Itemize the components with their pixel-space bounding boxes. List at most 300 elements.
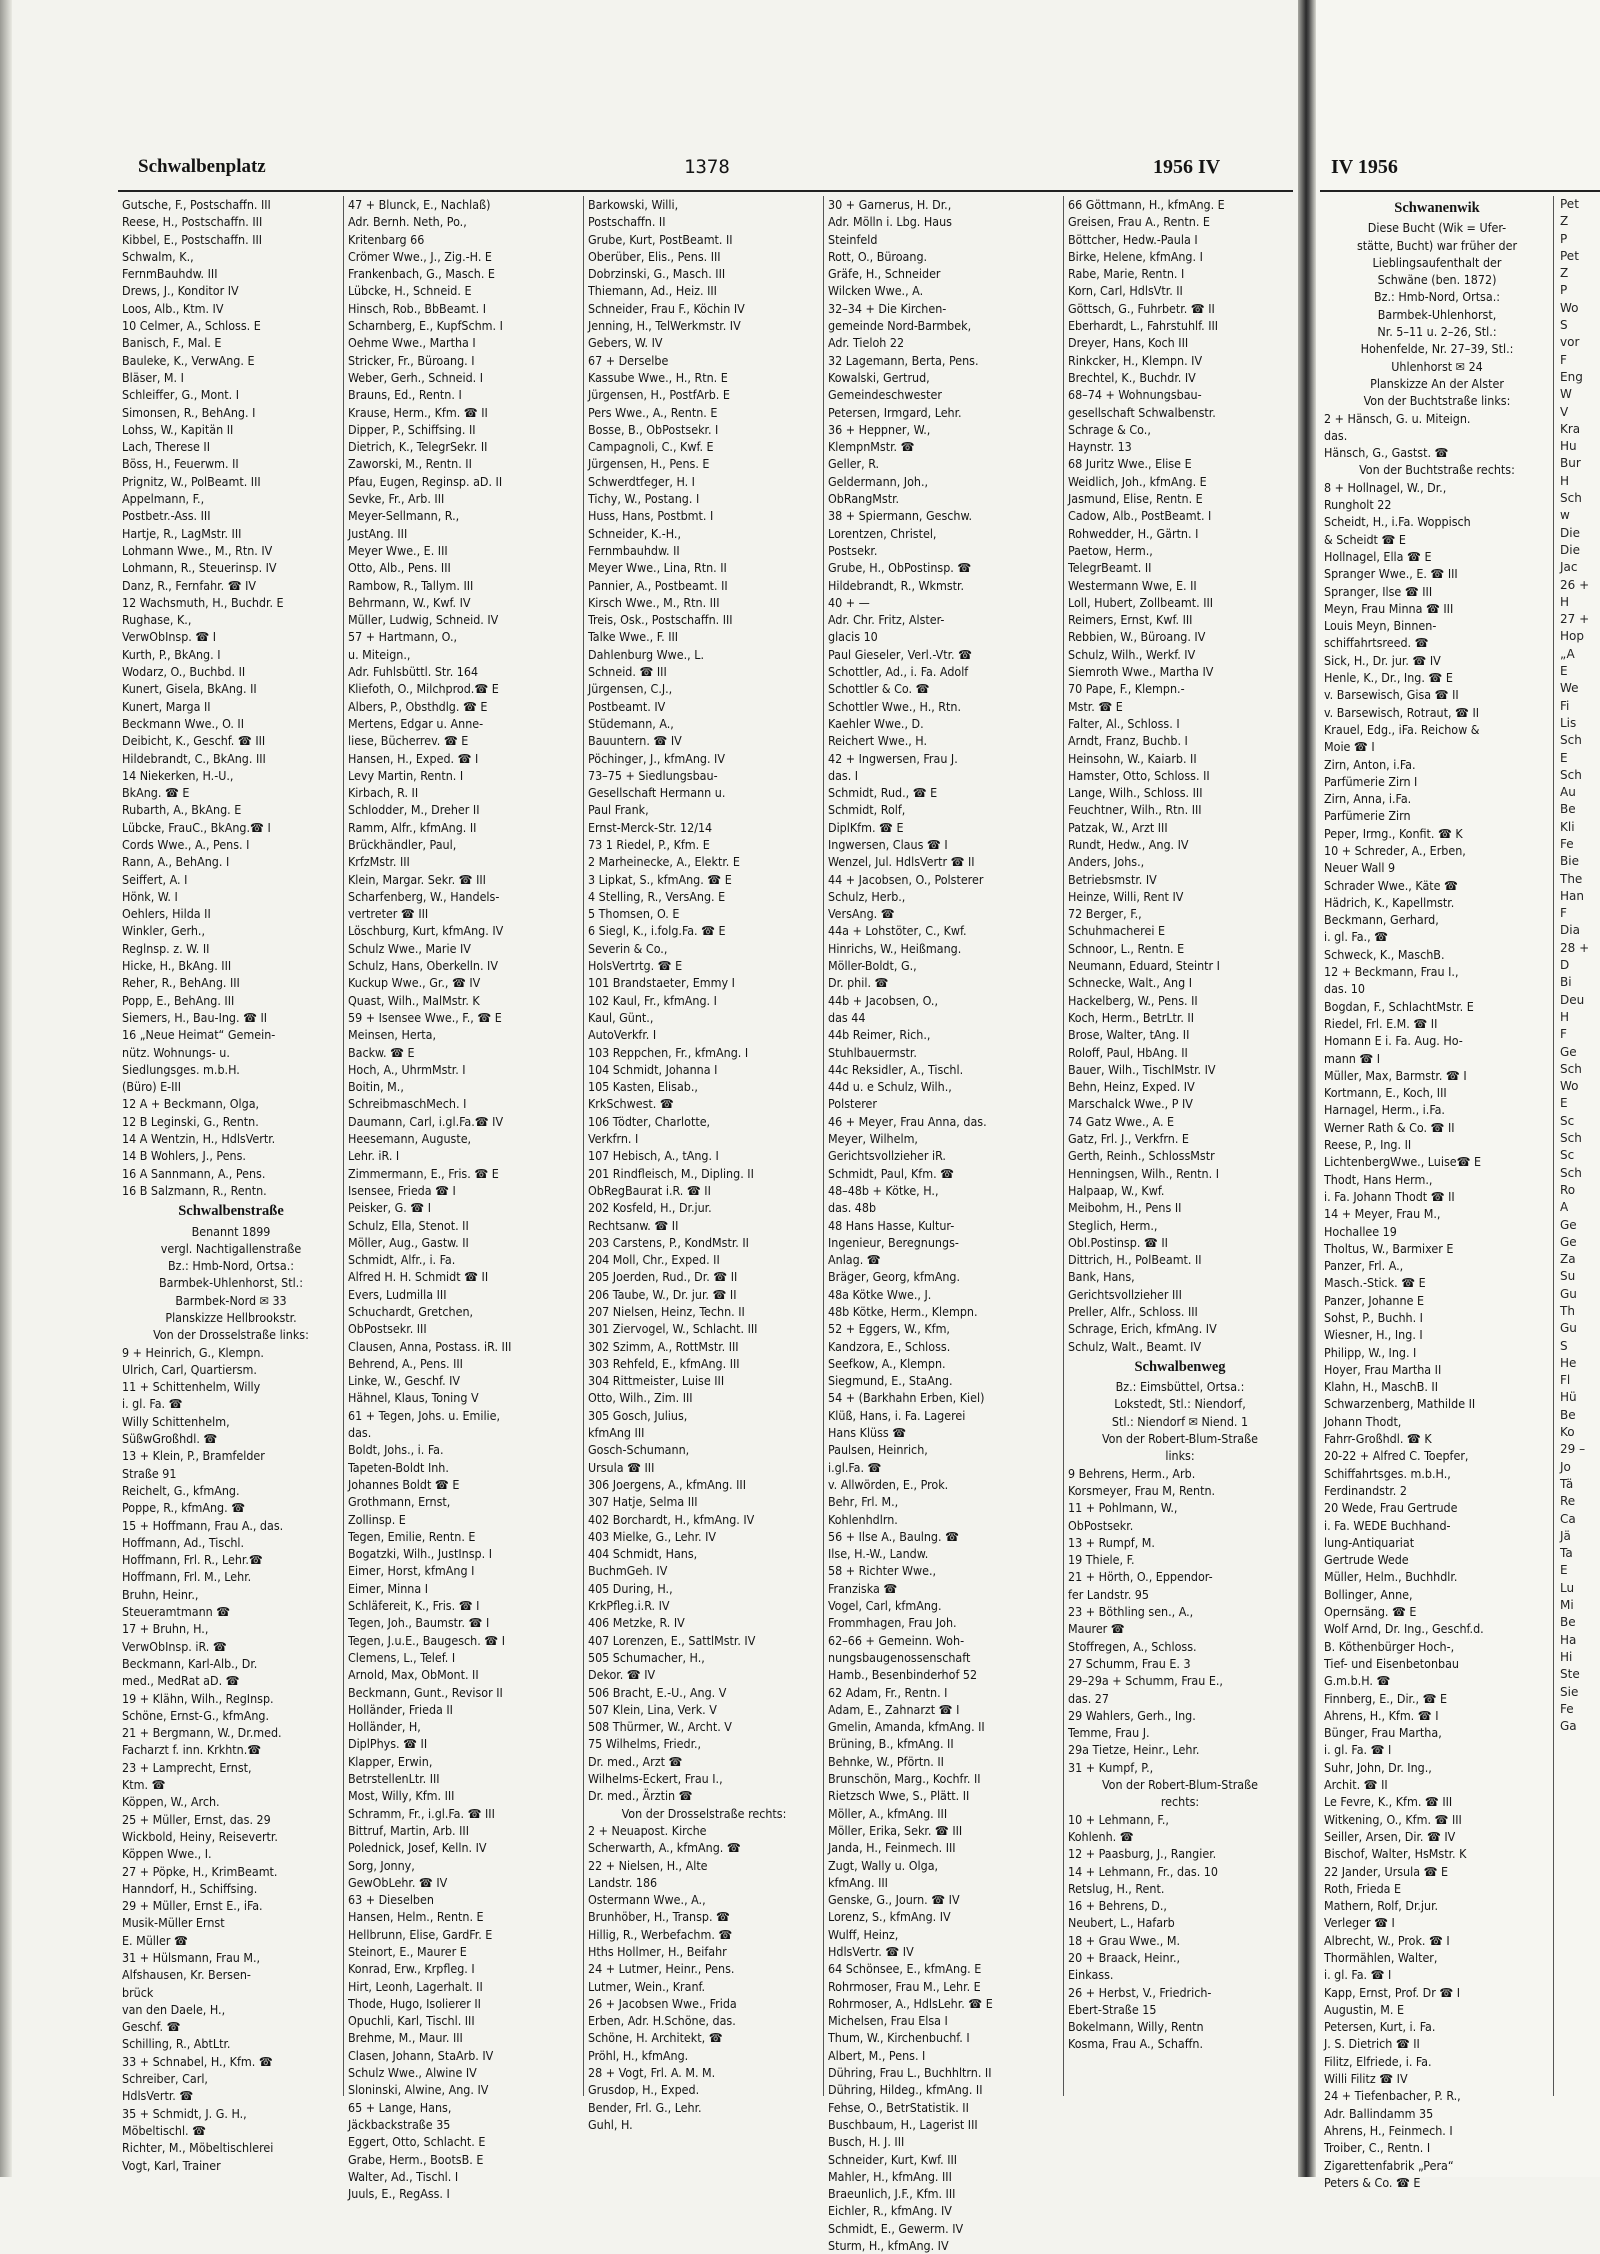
directory-column-1 [122, 196, 340, 2173]
directory-entry: 26 + Jacobsen Wwe., Frida [588, 1995, 737, 2011]
directory-entry: Rechtsanw. ☎ II [588, 1217, 679, 1233]
directory-entry: i. Fa. Johann Thodt ☎ II [1324, 1188, 1455, 1204]
directory-entry: Zugt, Wally u. Olga, [828, 1857, 939, 1873]
directory-entry: Retslug, H., Rent. [1068, 1880, 1165, 1896]
directory-entry: 56 + Ilse A., Baulng. ☎ [828, 1528, 959, 1544]
directory-entry: 12 A + Beckmann, Olga, [122, 1096, 260, 1112]
directory-entry: Rohwedder, H., Gärtn. I [1068, 525, 1199, 541]
directory-entry: Harnagel, Herm., i.Fa. [1324, 1102, 1445, 1118]
directory-entry: Meyer-Sellmann, R., [348, 508, 460, 524]
directory-entry: Postsekr. [828, 542, 878, 558]
cut-off-entry: He [1560, 1355, 1577, 1370]
directory-entry: 506 Bracht, E.-U., Ang. V [588, 1684, 727, 1700]
directory-entry: 16 „Neue Heimat“ Gemein- [122, 1027, 276, 1043]
directory-entry: Petersen, Kurt, i. Fa. [1324, 2019, 1436, 2035]
directory-entry: Straße 91 [122, 1465, 177, 1481]
directory-entry: Müller, Ludwig, Schneid. IV [348, 612, 499, 628]
street-note: Von der Drosselstraße rechts: [621, 1805, 787, 1821]
directory-column-5 [1068, 196, 1292, 2096]
directory-entry: Heinsohn, W., Kaiarb. II [1068, 750, 1197, 766]
directory-entry: Korsmeyer, Frau M, Rentn. [1068, 1482, 1216, 1498]
directory-entry: 203 Carstens, P., KondMstr. II [588, 1234, 749, 1250]
directory-entry: Philipp, W., Ing. I [1324, 1344, 1417, 1360]
directory-entry: Rott, O., Büroang. [828, 248, 928, 264]
cut-off-entry: Sie [1560, 1684, 1579, 1699]
directory-entry: Hochallee 19 [1324, 1223, 1397, 1239]
directory-entry: Jäckbackstraße 35 [348, 2116, 451, 2132]
cut-off-entry: Lu [1560, 1580, 1575, 1595]
directory-entry: Meibohm, H., Pens II [1068, 1200, 1182, 1216]
directory-entry: Oehlers, Hilda II [122, 906, 211, 922]
cut-off-entry: Eng [1560, 369, 1583, 384]
directory-entry: 29 Wahlers, Gerh., Ing. [1068, 1707, 1196, 1723]
cut-off-entry: H [1560, 1009, 1570, 1024]
directory-entry: Loos, Alb., Ktm. IV [122, 300, 224, 316]
directory-entry: 302 Szimm, A., RottMstr. III [588, 1338, 739, 1354]
street-note: Barmbek-Uhlenhorst, Stl.: [159, 1275, 303, 1291]
directory-entry: 62–66 + Gemeinn. Woh- [828, 1632, 965, 1648]
directory-entry: Janda, H., Feinmech. III [828, 1840, 956, 1856]
directory-entry: 403 Mielke, G., Lehr. IV [588, 1528, 717, 1544]
directory-entry: Möller, Aug., Gastw. II [348, 1234, 469, 1250]
directory-entry: 42 + Ingwersen, Frau J. [828, 750, 958, 766]
street-note: Uhlenhorst ✉ 24 [1391, 358, 1483, 374]
cut-off-entry: Deu [1560, 992, 1585, 1007]
directory-entry: Pers Wwe., A., Rentn. E [588, 404, 718, 420]
directory-entry: Gmelin, Amanda, kfmAng. II [828, 1719, 985, 1735]
directory-entry: Seefkow, A., Klempn. [828, 1355, 946, 1371]
directory-entry: Schrage & Co., [1068, 421, 1151, 437]
directory-entry: v. Barsewisch, Rotraut, ☎ II [1324, 704, 1480, 720]
directory-entry: Spranger Wwe., E. ☎ III [1324, 566, 1458, 582]
cut-off-entry: Sch [1560, 767, 1582, 782]
directory-entry: Holländer, Frieda II [348, 1701, 453, 1717]
directory-entry: Hädrich, K., Kapellmstr. [1324, 894, 1455, 910]
directory-entry: Steinfeld [828, 231, 878, 247]
directory-entry: Backw. ☎ E [348, 1044, 415, 1060]
directory-entry: Schweck, K., MaschB. [1324, 946, 1445, 962]
directory-entry: Beckmann Wwe., O. II [122, 715, 244, 731]
directory-entry: Dekor. ☎ IV [588, 1667, 656, 1683]
directory-entry: Köppen Wwe., I. [122, 1846, 212, 1862]
directory-entry: 40 + — [828, 594, 870, 610]
directory-entry: Lorenz, S., kfmAng. IV [828, 1909, 951, 1925]
directory-entry: Grube, H., ObPostinsp. ☎ [828, 560, 972, 576]
directory-entry: Adr. Ballindamm 35 [1324, 2105, 1434, 2121]
directory-entry: Masch.-Stick. ☎ E [1324, 1275, 1426, 1291]
cut-off-entry: Pet [1560, 248, 1579, 263]
directory-entry: Eggert, Otto, Schlacht. E [348, 2134, 486, 2150]
directory-entry: 505 Schumacher, H., [588, 1649, 705, 1665]
directory-entry: 101 Brandstaeter, Emmy I [588, 975, 735, 991]
directory-entry: 507 Klein, Lina, Verk. V [588, 1701, 717, 1717]
directory-entry: Rungholt 22 [1324, 497, 1392, 513]
directory-entry: Scherwarth, A., kfmAng. ☎ [588, 1840, 741, 1856]
directory-entry: Meinsen, Herta, [348, 1027, 437, 1043]
cut-off-entry: Ko [1560, 1425, 1575, 1440]
directory-entry: 46 + Meyer, Frau Anna, das. [828, 1113, 987, 1129]
cut-off-entry: Mi [1560, 1598, 1574, 1613]
directory-entry: 14 Niekerken, H.-U., [122, 767, 234, 783]
directory-entry: Steinort, E., Maurer E [348, 1943, 467, 1959]
directory-entry: Schulz, Ella, Stenot. II [348, 1217, 469, 1233]
directory-entry: fer Landstr. 95 [1068, 1586, 1149, 1602]
directory-entry: Schiffahrtsges. m.b.H., [1324, 1465, 1451, 1481]
directory-entry: u. Miteign., [348, 646, 411, 662]
cut-off-entry: A [1560, 1200, 1569, 1215]
directory-entry: Schrader Wwe., Käte ☎ [1324, 877, 1458, 893]
directory-entry: Schulz, Wilh., Werkf. IV [1068, 646, 1196, 662]
directory-entry: Albrecht, W., Prok. ☎ I [1324, 1932, 1450, 1948]
directory-entry: 52 + Eggers, W., Kfm, [828, 1321, 950, 1337]
directory-entry: Schneider, Frau F., Köchin IV [588, 300, 745, 316]
directory-entry: Scharnberg, E., KupfSchm. I [348, 318, 503, 334]
directory-entry: nütz. Wohnungs- u. [122, 1044, 230, 1060]
directory-entry: VerwObInsp. ☎ I [122, 629, 217, 645]
directory-entry: Opuchli, Karl, Tischl. III [348, 2013, 475, 2029]
directory-entry: Möller, A., kfmAng. III [828, 1805, 948, 1821]
cut-off-entry: Fe [1560, 1701, 1574, 1716]
directory-entry: Siegmund, E., StaAng. [828, 1373, 953, 1389]
directory-entry: Polednick, Josef, Kelln. IV [348, 1840, 487, 1856]
directory-entry: 303 Rehfeld, E., kfmAng. III [588, 1355, 740, 1371]
directory-entry: Lutmer, Wein., Kranf. [588, 1978, 706, 1994]
directory-entry: Adr. Bernh. Neth, Po., [348, 214, 467, 230]
directory-entry: Deibicht, K., Geschf. ☎ III [122, 733, 266, 749]
directory-entry: Spranger, Ilse ☎ III [1324, 583, 1433, 599]
directory-entry: Betriebsmstr. IV [1068, 871, 1157, 887]
cut-off-entry: Ca [1560, 1511, 1576, 1526]
cut-off-entry: Bie [1560, 854, 1579, 869]
directory-entry: i. gl. Fa. ☎ I [1324, 1967, 1392, 1983]
directory-entry: Parfümerie Zirn [1324, 808, 1411, 824]
directory-entry: Eichler, R., kfmAng. IV [828, 2203, 952, 2219]
directory-entry: KrkSchwest. ☎ [588, 1096, 674, 1112]
directory-entry: Johannes Boldt ☎ E [348, 1476, 460, 1492]
cut-off-entry: E [1560, 1563, 1568, 1578]
directory-entry: Schottler, Ad., i. Fa. Adolf [828, 664, 969, 680]
directory-entry: 62 Adam, Fr., Rentn. I [828, 1684, 948, 1700]
directory-entry: 8 + Hollnagel, W., Dr., [1324, 479, 1447, 495]
directory-column-6 [1324, 196, 1550, 2190]
directory-entry: 64 Schönsee, E., kfmAng. E [828, 1961, 982, 1977]
directory-entry: Peisker, G. ☎ I [348, 1200, 432, 1216]
directory-entry: Alfred H. H. Schmidt ☎ II [348, 1269, 489, 1285]
street-note: Diese Bucht (Wik = Ufer- [1367, 220, 1507, 236]
directory-entry: Preller, Alfr., Schloss. III [1068, 1304, 1198, 1319]
directory-entry: Böttcher, Hedw.-Paula I [1068, 231, 1198, 247]
directory-entry: Frankenbach, G., Masch. E [348, 266, 495, 282]
cut-off-entry: Die [1560, 525, 1580, 540]
directory-entry: Beckmann, Karl-Alb., Dr. [122, 1655, 258, 1671]
directory-entry: Temme, Frau J. [1068, 1725, 1150, 1741]
directory-entry: Finnberg, E., Dir., ☎ E [1324, 1690, 1448, 1706]
column-divider [823, 196, 824, 2096]
directory-entry: gemeinde Nord-Barmbek, [828, 318, 972, 334]
directory-entry: 31 + Kumpf, P., [1068, 1759, 1154, 1775]
directory-entry: Behrmann, W., Kwf. IV [348, 594, 471, 610]
directory-entry: Adr. Chr. Fritz, Alster- [828, 612, 945, 628]
directory-entry: 58 + Richter Wwe., [828, 1563, 937, 1579]
directory-entry: das. 10 [1324, 981, 1365, 997]
cut-off-entry: W [1560, 387, 1572, 402]
directory-entry: 10 Celmer, A., Schloss. E [122, 318, 261, 334]
directory-entry: 32–34 + Die Kirchen- [828, 300, 947, 316]
directory-entry: Hähnel, Klaus, Toning V [348, 1390, 479, 1406]
directory-entry: Oehme Wwe., Martha I [348, 335, 476, 351]
directory-entry: DiplKfm. ☎ E [828, 819, 904, 835]
directory-entry: 19 Thiele, F. [1068, 1552, 1135, 1568]
directory-entry: Mahler, H., kfmAng. III [828, 2168, 952, 2184]
directory-entry: 26 + Herbst, V., Friedrich- [1068, 1984, 1212, 2000]
directory-entry: Hartje, R., LagMstr. III [122, 525, 242, 541]
directory-entry: Barkowski, Willi, [588, 197, 679, 212]
directory-entry: Hackelberg, W., Pens. II [1068, 992, 1198, 1008]
directory-entry: & Scheidt ☎ E [1324, 531, 1406, 547]
directory-entry: Kirsch Wwe., M., Rtn. III [588, 594, 720, 610]
directory-entry: Kunert, Marga II [122, 698, 211, 714]
directory-entry: Schlodder, M., Dreher II [348, 802, 480, 818]
directory-entry: Tegen, J.u.E., Baugesch. ☎ I [348, 1632, 506, 1648]
directory-entry: Ahrens, H., Kfm. ☎ I [1324, 1707, 1439, 1723]
cut-off-entry: Be [1560, 1615, 1576, 1630]
running-head-street: Schwalbenplatz [138, 156, 266, 177]
directory-entry: Siemers, H., Bau-Ing. ☎ II [122, 1009, 268, 1025]
cut-off-entry: Ge [1560, 1234, 1577, 1249]
directory-entry: 11 + Pohlmann, W., [1068, 1500, 1178, 1516]
directory-entry: 205 Joerden, Rud., Dr. ☎ II [588, 1269, 738, 1285]
directory-entry: Schulz Wwe., Marie IV [348, 940, 471, 956]
directory-entry: Schleiffer, G., Mont. I [122, 387, 240, 403]
directory-entry: 61 + Tegen, Johs. u. Emilie, [348, 1407, 501, 1423]
directory-entry: 33 + Schnabel, H., Kfm. ☎ [122, 2053, 273, 2069]
directory-entry: 29a Tietze, Heinr., Lehr. [1068, 1742, 1200, 1758]
directory-entry: Archit. ☎ II [1324, 1777, 1388, 1793]
cut-off-entry: F [1560, 906, 1567, 921]
directory-entry: Albers, P., Obsthdlg. ☎ E [348, 698, 488, 714]
cut-off-entry: The [1560, 871, 1583, 886]
column-divider [583, 196, 584, 2096]
directory-entry: Brauns, Ed., Rentn. I [348, 387, 462, 403]
street-note: Bz.: Hmb-Nord, Ortsa.: [1373, 289, 1500, 305]
directory-entry: Homann E i. Fa. Aug. Ho- [1324, 1033, 1463, 1049]
cut-off-entry: Gu [1560, 1321, 1577, 1336]
directory-entry: DiplPhys. ☎ II [348, 1736, 428, 1752]
cut-off-entry: Wo [1560, 300, 1579, 315]
directory-entry: Klüß, Hans, i. Fa. Lagerei [828, 1407, 966, 1423]
cut-off-entry: Jä [1560, 1528, 1571, 1543]
directory-entry: Adr. Fuhlsbüttl. Str. 164 [348, 664, 479, 680]
directory-entry: Schneid. ☎ III [588, 664, 667, 680]
directory-entry: 24 + Lutmer, Heinr., Pens. [588, 1961, 735, 1977]
street-note: Bz.: Eimsbüttel, Ortsa.: [1115, 1379, 1245, 1395]
directory-entry: Halpaap, W., Kwf. [1068, 1182, 1165, 1198]
directory-entry: Gerth, Reinh., SchlossMstr [1068, 1148, 1215, 1164]
directory-entry: 32 Lagemann, Berta, Pens. [828, 352, 979, 368]
directory-entry: Wulff, Heinz, [828, 1926, 899, 1942]
directory-entry: Geldermann, Joh., [828, 473, 929, 489]
cut-off-entry: Ta [1560, 1546, 1573, 1561]
directory-entry: Adr. Mölln i. Lbg. Haus [828, 214, 952, 230]
header-rule-left [118, 190, 1293, 192]
directory-entry: Weber, Gerh., Schneid. I [348, 369, 484, 385]
directory-entry: Wickbold, Heiny, Reisevertr. [122, 1828, 278, 1844]
directory-entry: Dittrich, H., PolBeamt. II [1068, 1252, 1202, 1268]
directory-entry: Schwalm, K., [122, 248, 194, 264]
directory-entry: KrfzMstr. III [348, 854, 410, 870]
directory-entry: Meyer Wwe., Lina, Rtn. II [588, 560, 727, 576]
directory-entry: HdlsVertr. ☎ IV [828, 1943, 914, 1959]
directory-entry: 73 1 Riedel, P., Kfm. E [588, 836, 710, 852]
directory-entry: Brunhöber, H., Transp. ☎ [588, 1909, 730, 1925]
directory-entry: Hanndorf, H., Schiffsing. [122, 1880, 258, 1896]
directory-entry: 10 + Schreder, A., Erben, [1324, 842, 1466, 858]
directory-entry: Geschf. ☎ [122, 2019, 181, 2035]
directory-entry: Lorentzen, Christel, [828, 525, 937, 541]
street-note: Bz.: Hmb-Nord, Ortsa.: [167, 1258, 294, 1274]
directory-entry: Heinze, Willi, Rent IV [1068, 888, 1184, 904]
directory-entry: Paul Frank, [588, 802, 649, 818]
cut-off-entry: Gu [1560, 1286, 1577, 1301]
directory-entry: Schottler & Co. ☎ [828, 681, 930, 697]
directory-entry: Gutsche, F., Postschaffn. III [122, 197, 271, 212]
directory-entry: Appelmann, F., [122, 491, 205, 507]
directory-entry: 29 + Müller, Ernst E., iFa. [122, 1898, 263, 1914]
directory-entry: Kandzora, E., Schloss. [828, 1338, 951, 1354]
directory-entry: 14 + Meyer, Frau M., [1324, 1206, 1441, 1222]
directory-entry: 68–74 + Wohnungsbau- [1068, 387, 1202, 403]
directory-entry: B. Köthenbürger Hoch-, [1324, 1638, 1455, 1654]
directory-entry: Schwerdtfeger, H. I [588, 473, 695, 489]
directory-entry: lung-Antiquariat [1324, 1534, 1415, 1550]
directory-entry: 24 + Tiefenbacher, P. R., [1324, 2088, 1461, 2104]
directory-entry: glacis 10 [828, 629, 878, 645]
street-note: Hohenfelde, Nr. 27–39, Stl.: [1360, 341, 1514, 357]
directory-entry: Otto, Alb., Pens. III [348, 560, 451, 576]
directory-entry: 11 + Schittenhelm, Willy [122, 1379, 261, 1395]
directory-entry: Neumann, Eduard, Steintr I [1068, 958, 1220, 974]
cut-off-entry: Fi [1560, 698, 1570, 713]
directory-entry: Bender, Frl. G., Lehr. [588, 2099, 702, 2115]
cut-off-entry: Jo [1560, 1459, 1571, 1474]
directory-entry: Thodt, Hans Herm., [1324, 1171, 1433, 1187]
directory-entry: Bauuntern. ☎ IV [588, 733, 682, 749]
cut-off-entry: E [1560, 750, 1568, 765]
cut-off-entry: Au [1560, 785, 1576, 800]
directory-entry: Löschburg, Kurt, kfmAng. IV [348, 923, 504, 939]
cut-off-entry: 28 + [1560, 940, 1590, 955]
directory-entry: Erben, Adr. H.Schöne, das. [588, 2013, 736, 2029]
cut-off-entry: Dia [1560, 923, 1580, 938]
directory-entry: Genske, G., Journ. ☎ IV [828, 1892, 960, 1908]
directory-entry: Juuls, E., RegAss. I [348, 2186, 450, 2202]
street-note: Planskizze Hellbrookstr. [165, 1310, 297, 1325]
directory-entry: Reimers, Ernst, Kwf. III [1068, 612, 1193, 628]
directory-entry: Tapeten-Boldt Inh. [348, 1459, 449, 1475]
directory-entry: 10 + Lehmann, F., [1068, 1811, 1169, 1827]
cut-off-column [1560, 196, 1598, 1735]
directory-column-4 [828, 196, 1060, 2254]
cut-off-entry: Th [1560, 1304, 1575, 1318]
cut-off-entry: Kli [1560, 819, 1575, 834]
directory-entry: Kaul, Günt., [588, 1009, 654, 1025]
directory-entry: Hths Hollmer, H., Beifahr [588, 1943, 727, 1959]
directory-entry: Hellbrunn, Elise, GardFr. E [348, 1926, 493, 1942]
directory-entry: 16 + Behrens, D., [1068, 1898, 1167, 1914]
directory-entry: Müller, Helm., Buchhdlr. [1324, 1569, 1458, 1585]
directory-entry: Einkass. [1068, 1967, 1114, 1983]
directory-entry: Verkfrn. I [588, 1131, 639, 1147]
directory-entry: 402 Borchardt, H., kfmAng. IV [588, 1511, 755, 1527]
directory-entry: Mstr. ☎ E [1068, 698, 1123, 714]
directory-entry: Bruhn, Heinr., [122, 1586, 199, 1602]
directory-entry: 14 A Wentzin, H., HdlsVertr. [122, 1131, 276, 1147]
directory-entry: G.m.b.H. ☎ [1324, 1673, 1391, 1689]
directory-entry: Louis Meyn, Binnen- [1324, 618, 1437, 634]
street-note: Benannt 1899 [191, 1223, 271, 1239]
directory-entry: Prignitz, W., PolBeamt. III [122, 473, 261, 489]
directory-entry: VerwObInsp. iR. ☎ [122, 1638, 227, 1654]
directory-entry: Michelsen, Frau Elsa I [828, 2013, 948, 2029]
directory-entry: Hinsch, Rob., BbBeamt. I [348, 300, 486, 316]
directory-entry: Grabe, Herm., BootsB. E [348, 2151, 484, 2167]
directory-entry: Siemroth Wwe., Martha IV [1068, 664, 1214, 680]
directory-entry: 5 Thomsen, O. E [588, 906, 680, 922]
cut-off-entry: Fe [1560, 836, 1574, 851]
directory-entry: 35 + Schmidt, J. G. H., [122, 2105, 247, 2121]
directory-entry: Bollinger, Anne, [1324, 1586, 1413, 1602]
directory-entry: Lach, Therese II [122, 439, 210, 455]
cut-off-entry: Bur [1560, 456, 1581, 471]
directory-entry: Köppen, W., Arch. [122, 1794, 220, 1810]
directory-entry: 12 B Leginski, G., Rentn. [122, 1113, 259, 1129]
directory-entry: Tichy, W., Postang. I [588, 491, 700, 507]
directory-entry: Verleger ☎ I [1324, 1915, 1395, 1931]
directory-entry: Adam, E., Zahnarzt ☎ I [828, 1701, 960, 1717]
directory-entry: Zigarettenfabrik „Pera“ [1324, 2157, 1454, 2173]
directory-entry: Hoch, A., UhrmMstr. I [348, 1061, 466, 1077]
directory-entry: Dahlenburg Wwe., L. [588, 646, 704, 662]
directory-entry: 44 + Jacobsen, O., Polsterer [828, 871, 984, 887]
cut-off-entry: Hü [1560, 1390, 1577, 1405]
street-heading: Schwanenwik [1394, 200, 1480, 216]
cut-off-entry: V [1560, 404, 1569, 419]
directory-entry: Wodarz, O., Buchbd. II [122, 664, 246, 680]
directory-entry: 74 Gatz Wwe., A. E [1068, 1113, 1175, 1129]
directory-entry: Falter, Al., Schloss. I [1068, 715, 1180, 731]
directory-entry: Gebers, W. IV [588, 335, 663, 351]
directory-entry: 36 + Heppner, W., [828, 421, 931, 437]
directory-entry: Reher, R., BehAng. III [122, 975, 240, 991]
street-note: Planskizze An der Alster [1370, 375, 1504, 391]
directory-entry: Rohrmoser, A., HdlsLehr. ☎ E [828, 1995, 993, 2011]
directory-entry: 44b + Jacobsen, O., [828, 992, 938, 1008]
directory-entry: Seiller, Arsen, Dir. ☎ IV [1324, 1828, 1456, 1844]
directory-entry: Huss, Hans, Postbmt. I [588, 508, 714, 524]
directory-entry: Schläfereit, K., Fris. ☎ I [348, 1598, 480, 1614]
directory-entry: 48a Kötke Wwe., J. [828, 1286, 932, 1302]
directory-entry: Gerichtsvollzieher iR. [828, 1148, 946, 1164]
directory-entry: Tegen, Joh., Baumstr. ☎ I [348, 1615, 490, 1631]
cut-off-entry: w [1560, 508, 1570, 523]
directory-entry: Thormählen, Walter, [1324, 1949, 1438, 1965]
directory-entry: Klahn, H., MaschB. II [1324, 1379, 1438, 1395]
directory-entry: Greisen, Frau A., Rentn. E [1068, 214, 1210, 230]
directory-entry: Meyn, Frau Minna ☎ III [1324, 600, 1454, 616]
directory-entry: Parfümerie Zirn I [1324, 773, 1418, 789]
cut-off-entry: Za [1560, 1252, 1576, 1267]
directory-entry: Boitin, M., [348, 1079, 404, 1095]
